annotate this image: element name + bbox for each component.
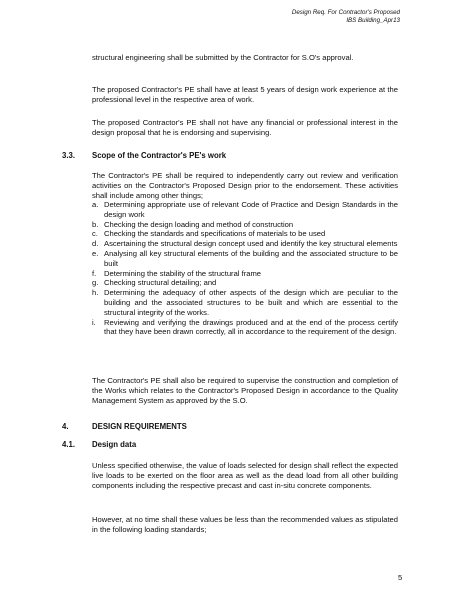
- paragraph-loads: Unless specified otherwise, the value of loads selected for design shall reflect the expected live loads to be exerted on the floor area as well as the dead load from all other building components including the respective precast and cast in-situ concrete components.: [92, 461, 398, 490]
- section-number: 4.: [62, 422, 69, 431]
- paragraph-approval: structural engineering shall be submitted by the Contractor for S.O's approval.: [92, 53, 354, 62]
- list-item: b. Checking the design loading and method of construction: [92, 219, 294, 229]
- list-item: d. Ascertaining the structural design concept used and identify the key structural elements: [92, 239, 398, 249]
- section-number: 3.3.: [62, 151, 76, 160]
- paragraph-interest: The proposed Contractor's PE shall not have any financial or professional interest in the design proposal that he is endorsing and supervising.: [92, 118, 398, 137]
- list-item: c. Checking the standards and specifications of materials to be used: [92, 229, 326, 239]
- paragraph-supervise: The Contractor's PE shall also be required to supervise the construction and completion of the Works which relates to the Contractor's Proposed Design in accordance to the Quality Management System as approved by the S.O.: [92, 376, 398, 405]
- paragraph-scope-intro: The Contractor's PE shall be required to independently carry out review and verification activities on the Contractor's Proposed Design prior to the endorsement. These activities shall include among other things;: [92, 171, 398, 200]
- paragraph-standards: However, at no time shall these values be less than the recommended values as stipulated in the following loading standards;: [92, 515, 398, 534]
- list-item: a. Determining appropriate use of relevant Code of Practice and Design Standards in the design work: [92, 200, 398, 219]
- section-title: Design data: [92, 440, 137, 449]
- section-number: 4.1.: [62, 440, 76, 449]
- list-item: f. Determining the stability of the structural frame: [92, 268, 262, 278]
- list-item: i. Reviewing and verifying the drawings produced and at the end of the process certify that they have been drawn correctly, all in accordance to the requirement of the design.: [92, 317, 398, 337]
- activities-list: [92, 200, 398, 337]
- list-item: g. Checking structural detailing; and: [92, 278, 217, 288]
- paragraph-experience: The proposed Contractor's PE shall have at least 5 years of design work experience at the professional level in the respective area of work.: [92, 85, 398, 104]
- list-item: h. Determining the adequacy of other aspects of the design which are peculiar to the building and the associated structures to be built and which are essential to the structural integrity of the works.: [92, 288, 398, 317]
- page-number: 5: [398, 573, 403, 582]
- running-header: [292, 9, 400, 25]
- header-line-2: IBS Building_Apr13: [346, 17, 400, 24]
- header-line-1: Design Req. For Contractor's Proposed: [291, 9, 400, 16]
- section-title: DESIGN REQUIREMENTS: [92, 422, 187, 431]
- list-item: e. Analysing all key structural elements of the building and the associated structure to be built: [92, 248, 398, 268]
- section-title: Scope of the Contractor's PE's work: [92, 151, 227, 160]
